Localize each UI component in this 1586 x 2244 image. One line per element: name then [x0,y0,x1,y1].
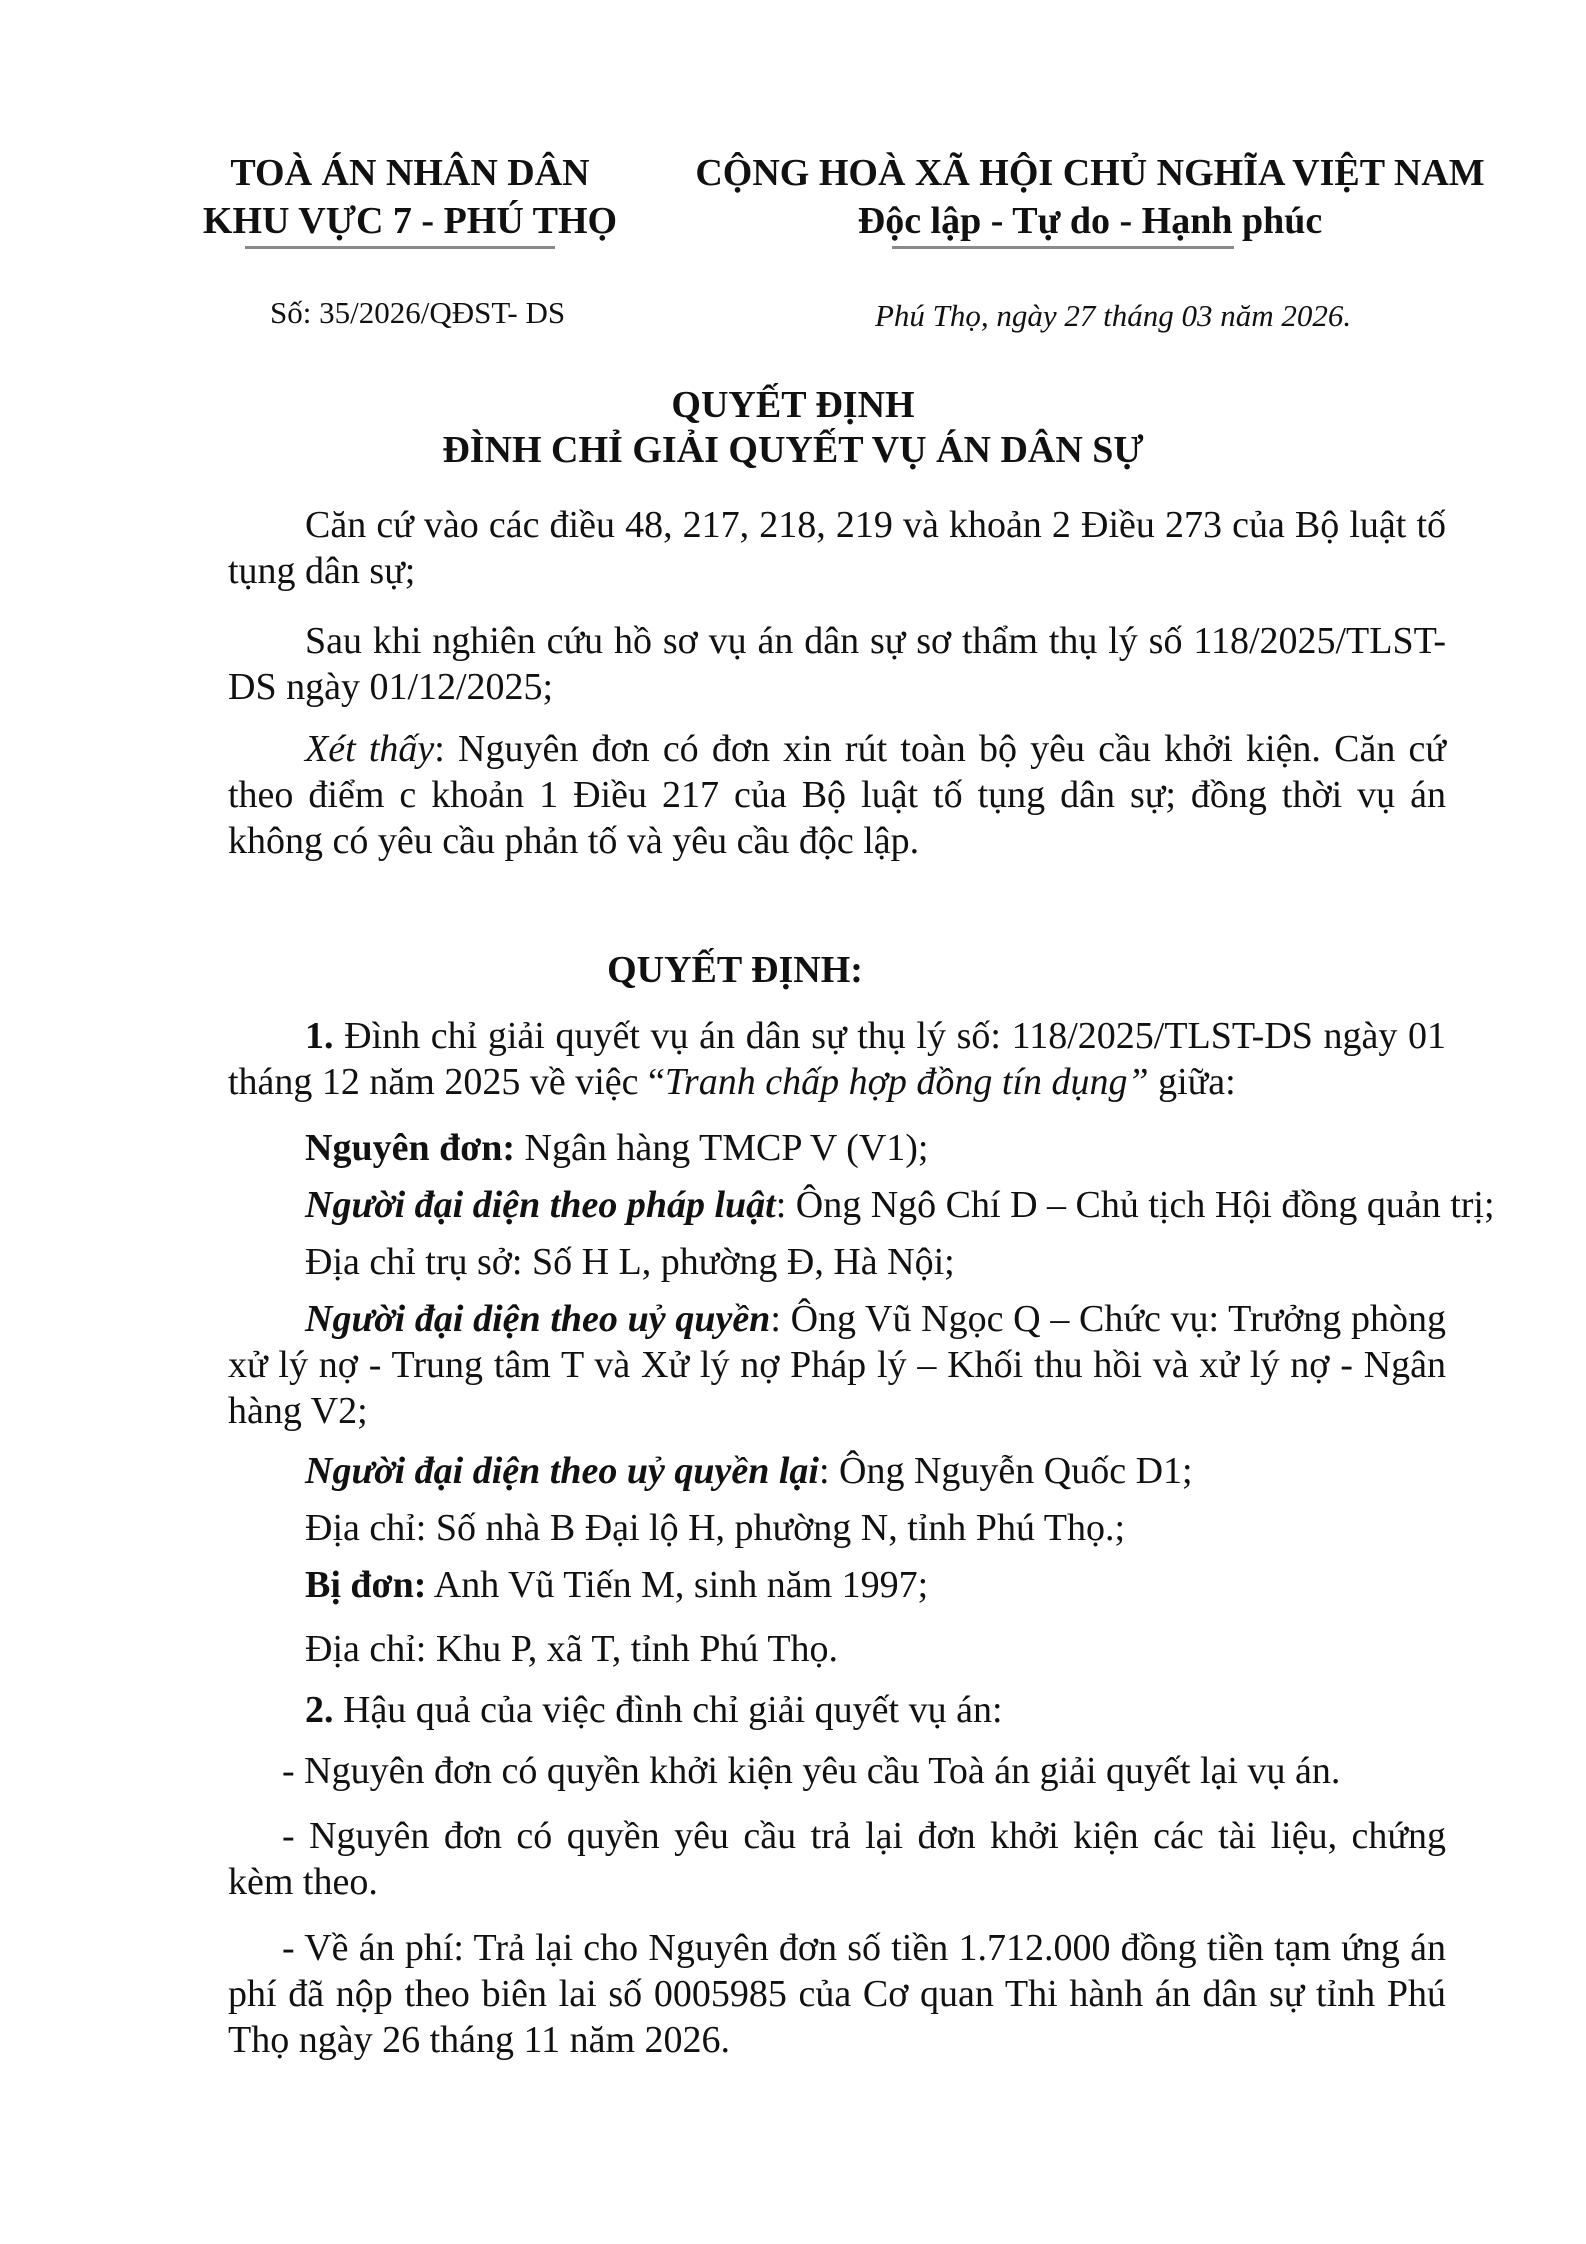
item-1-tail: giữa: [1148,1061,1236,1103]
nation-motto: Độc lập - Tự do - Hạnh phúc [857,200,1323,242]
item-2-text: Hậu quả của việc đình chỉ giải quyết vụ án: [333,1689,1003,1731]
document-title: QUYẾT ĐỊNH [671,384,915,426]
findings-paragraph [228,726,1446,864]
sub-authorized-representative-line [305,1448,1446,1494]
case-type: Tranh chấp hợp đồng tín dụng” [664,1061,1149,1103]
court-underline [245,246,555,249]
case-study-paragraph: Sau khi nghiên cứu hồ sơ vụ án dân sự sơ thẩm thụ lý số 118/2025/TLST-DS ngày 01/12/2025; [228,620,1446,708]
legal-basis-paragraph: Căn cứ vào các điều 48, 217, 218, 219 và khoản 2 Điều 273 của Bộ luật tố tụng dân sự; [228,504,1446,592]
document-subtitle: ĐÌNH CHỈ GIẢI QUYẾT VỤ ÁN DÂN SỰ [442,429,1144,471]
findings-label: Xét thấy [305,728,435,770]
court-name-line2: KHU VỰC 7 - PHÚ THỌ [202,200,618,242]
motto-underline [892,246,1234,249]
decision-heading: QUYẾT ĐỊNH: [607,949,863,991]
consequence-bullet-2: - Nguyên đơn có quyền yêu cầu trả lại đơn khởi kiện các tài liệu, chứng kèm theo. [228,1815,1446,1903]
sub-representative-address: Địa chỉ: Số nhà B Đại lộ H, phường N, tỉnh Phú Thọ.; [305,1507,1126,1549]
plaintiff-value: Ngân hàng TMCP V (V1); [515,1127,929,1169]
plaintiff-line [305,1125,1446,1171]
decision-item-1 [228,1013,1446,1105]
defendant-value: Anh Vũ Tiến M, sinh năm 1997; [426,1564,929,1606]
sub-authorized-representative-value: : Ông Nguyễn Quốc D1; [818,1450,1193,1492]
legal-representative-value: : Ông Ngô Chí D – Chủ tịch Hội đồng quản trị; [775,1184,1495,1226]
nation-title: CỘNG HOÀ XÃ HỘI CHỦ NGHĨA VIỆT NAM [695,152,1485,194]
defendant-line [305,1562,1446,1608]
decision-item-2 [305,1687,1446,1733]
sub-authorized-representative-label: Người đại diện theo uỷ quyền lại [305,1450,819,1492]
item-1-number: 1. [305,1015,334,1057]
document-number: Số: 35/2026/QĐST- DS [270,295,566,330]
consequence-bullet-1: - Nguyên đơn có quyền khởi kiện yêu cầu Toà án giải quyết lại vụ án. [282,1750,1341,1792]
defendant-address: Địa chỉ: Khu P, xã T, tỉnh Phú Thọ. [305,1628,839,1670]
legal-representative-line [305,1182,1495,1228]
item-1-text: Đình chỉ giải quyết vụ án dân sự thụ lý số: 118/2025/TLST-DS ngày 01 tháng 12 năm 2025 về việc “ [228,1015,1446,1103]
authorized-representative-value: : Ông Vũ Ngọc Q – Chức vụ: Trưởng phòng xử lý nợ - Trung tâm T và Xử lý nợ Pháp lý – Khối thu hồi và xử lý nợ - Ngân hàng V2; [228,1298,1447,1432]
consequence-bullet-3: - Về án phí: Trả lại cho Nguyên đơn số tiền 1.712.000 đồng tiền tạm ứng án phí đã nộp theo biên lai số 0005985 của Cơ quan Thi hành án dân sự tỉnh Phú Thọ ngày 26 tháng 11 năm 2026. [228,1927,1446,2061]
authorized-representative-paragraph [228,1296,1446,1434]
place-date: Phú Thọ, ngày 27 tháng 03 năm 2026. [875,298,1352,333]
legal-representative-label: Người đại diện theo pháp luật [305,1184,776,1226]
item-2-number: 2. [305,1689,334,1731]
plaintiff-label: Nguyên đơn: [305,1127,516,1169]
defendant-label: Bị đơn: [305,1564,427,1606]
headquarters-address: Địa chỉ trụ sở: Số H L, phường Đ, Hà Nội; [305,1241,955,1283]
court-name-line1: TOÀ ÁN NHÂN DÂN [230,152,590,194]
findings-text: : Nguyên đơn có đơn xin rút toàn bộ yêu cầu khởi kiện. Căn cứ theo điểm c khoản 1 Điều 217 của Bộ luật tố tụng dân sự; đồng thời vụ án không có yêu cầu phản tố và yêu cầu độc lập. [228,728,1447,862]
authorized-representative-label: Người đại diện theo uỷ quyền [305,1298,771,1340]
